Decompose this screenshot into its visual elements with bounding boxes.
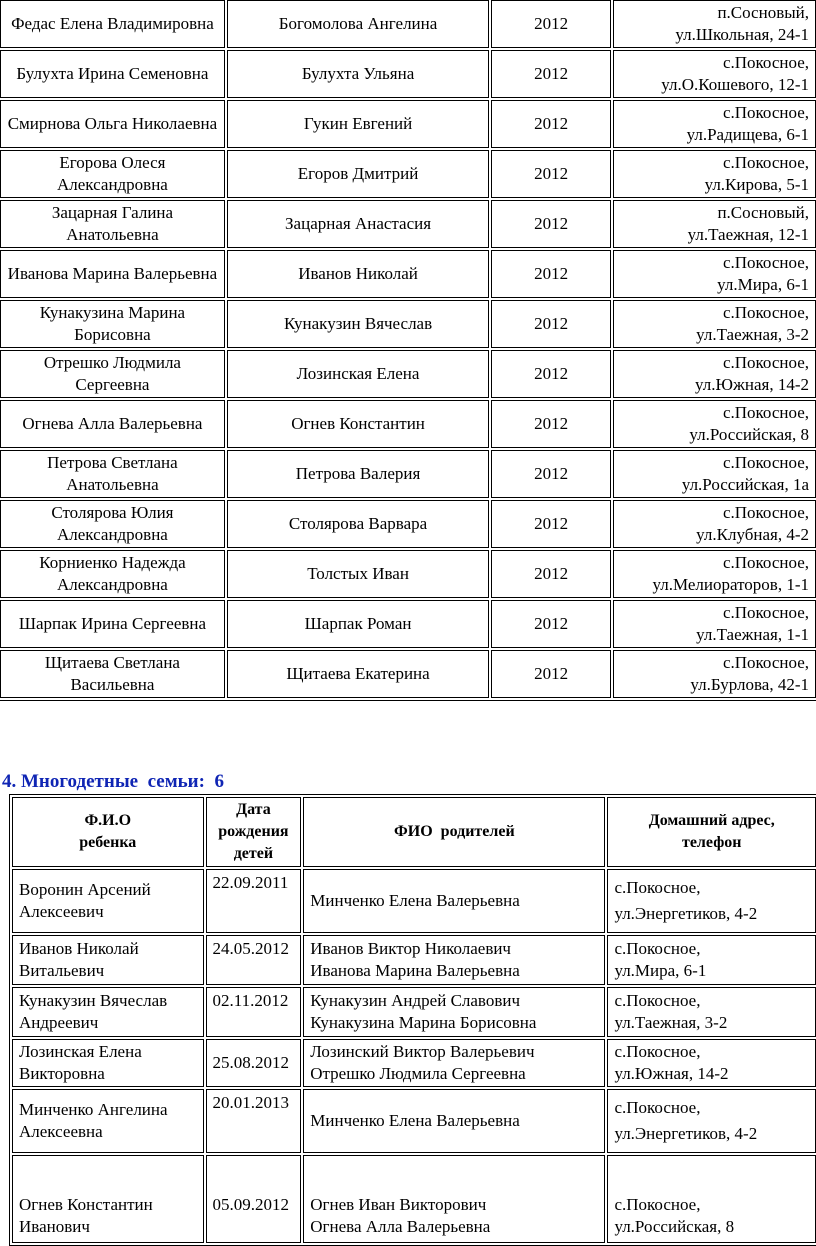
parent-name-cell: Смирнова Ольга Николаевна — [0, 100, 225, 148]
child-name-cell: Петрова Валерия — [227, 450, 489, 498]
address-cell — [613, 50, 816, 98]
child-name-cell: Щитаева Екатерина — [227, 650, 489, 698]
column-header-birth-date — [206, 797, 302, 867]
child-name-cell: Огнев Константин — [227, 400, 489, 448]
header-line: Домашний адрес, — [648, 812, 775, 829]
table-row — [12, 1089, 816, 1153]
address-cell — [613, 350, 816, 398]
year-cell: 2012 — [491, 550, 611, 598]
table-row — [0, 600, 816, 648]
child-name-line: Воронин Арсений — [19, 880, 151, 899]
parent-name-cell: Иванова Марина Валерьевна — [0, 250, 225, 298]
year-cell: 2012 — [491, 150, 611, 198]
parent-name-cell: Булухта Ирина Семеновна — [0, 50, 225, 98]
parent-name: Огнев Иван Викторович — [310, 1195, 487, 1214]
address-line-1: с.Покосное, — [722, 403, 809, 422]
address-line-2: ул.Российская, 8 — [614, 1217, 735, 1236]
child-name-line: Иванов Николай — [19, 939, 139, 958]
table-row — [0, 150, 816, 198]
table-row — [12, 869, 816, 933]
address-cell — [613, 550, 816, 598]
address-cell — [613, 650, 816, 698]
child-name-cell: Кунакузин Вячеслав — [227, 300, 489, 348]
address-cell — [613, 0, 816, 48]
child-name-cell: Иванов Николай — [227, 250, 489, 298]
address-line-2: ул.Мира, 6-1 — [717, 275, 809, 294]
birth-date-cell: 22.09.2011 — [206, 869, 302, 933]
parent-name-cell: Отрешко Людмила Сергеевна — [0, 350, 225, 398]
parents-cell — [303, 869, 605, 933]
address-cell — [607, 1039, 816, 1087]
column-header-child-name — [12, 797, 204, 867]
address-line-2: ул.Мелиораторов, 1-1 — [652, 575, 809, 594]
parent-name: Иванов Виктор Николаевич — [310, 939, 511, 958]
header-line: рождения — [218, 823, 289, 840]
address-line-1: с.Покосное, — [722, 503, 809, 522]
parent-name: Иванова Марина Валерьевна — [310, 961, 520, 980]
address-line-1: с.Покосное, — [722, 153, 809, 172]
parents-cell — [303, 935, 605, 985]
child-name-cell: Егоров Дмитрий — [227, 150, 489, 198]
child-name-line: Огнев Константин — [19, 1195, 153, 1214]
address-line-1: с.Покосное, — [722, 653, 809, 672]
table-header-row — [12, 797, 816, 867]
address-line-1: с.Покосное, — [614, 1195, 701, 1214]
child-name-line: Викторовна — [19, 1064, 105, 1083]
address-line-2: ул.Кирова, 5-1 — [704, 175, 809, 194]
header-line: Дата — [236, 801, 271, 818]
parents-cell — [303, 1089, 605, 1153]
parent-name: Огнева Алла Валерьевна — [310, 1217, 491, 1236]
address-line-2: ул.Таежная, 1-1 — [696, 625, 809, 644]
address-line-1: с.Покосное, — [722, 103, 809, 122]
child-name-cell — [12, 987, 204, 1037]
parent-name-cell: Петрова Светлана Анатольевна — [0, 450, 225, 498]
child-name-cell: Толстых Иван — [227, 550, 489, 598]
address-cell — [613, 200, 816, 248]
header-line: Ф.И.О — [84, 812, 132, 829]
address-cell — [607, 935, 816, 985]
address-line-2: ул.Российская, 1а — [681, 475, 809, 494]
parent-name: Лозинский Виктор Валерьевич — [310, 1042, 535, 1061]
parents-cell — [303, 987, 605, 1037]
birth-date-cell: 02.11.2012 — [206, 987, 302, 1037]
column-header-parents: ФИО родителей — [303, 797, 605, 867]
address-line-1: п.Сосновый, — [717, 203, 809, 222]
address-line-1: с.Покосное, — [614, 878, 701, 897]
parent-name: Минченко Елена Валерьевна — [310, 1111, 520, 1130]
birth-date-cell: 25.08.2012 — [206, 1039, 302, 1087]
child-name-cell — [12, 935, 204, 985]
address-line-1: с.Покосное, — [614, 991, 701, 1010]
parent-name-cell: Щитаева Светлана Васильевна — [0, 650, 225, 698]
child-name-cell: Шарпак Роман — [227, 600, 489, 648]
address-line-2: ул.Южная, 14-2 — [694, 375, 809, 394]
birth-date-cell: 24.05.2012 — [206, 935, 302, 985]
parent-name: Минченко Елена Валерьевна — [310, 891, 520, 910]
child-name-line: Андреевич — [19, 1013, 99, 1032]
parents-cell — [303, 1039, 605, 1087]
year-cell: 2012 — [491, 450, 611, 498]
child-name-line: Минченко Ангелина — [19, 1100, 168, 1119]
address-line-2: ул.Российская, 8 — [689, 425, 809, 444]
parent-name: Кунакузина Марина Борисовна — [310, 1013, 537, 1032]
year-cell: 2012 — [491, 500, 611, 548]
address-cell — [613, 250, 816, 298]
address-line-1: с.Покосное, — [722, 53, 809, 72]
address-line-1: с.Покосное, — [722, 553, 809, 572]
address-line-1: с.Покосное, — [614, 1042, 701, 1061]
child-name-cell — [12, 869, 204, 933]
parent-name-cell: Столярова Юлия Александровна — [0, 500, 225, 548]
parent-name-cell: Зацарная Галина Анатольевна — [0, 200, 225, 248]
child-name-line: Алексеевна — [19, 1122, 103, 1141]
address-line-2: ул.Радищева, 6-1 — [686, 125, 809, 144]
parent-name-cell: Огнева Алла Валерьевна — [0, 400, 225, 448]
header-line: ребенка — [79, 834, 137, 851]
address-line-1: с.Покосное, — [722, 603, 809, 622]
address-cell — [607, 987, 816, 1037]
child-name-cell — [12, 1039, 204, 1087]
address-cell — [613, 150, 816, 198]
table-row — [0, 500, 816, 548]
table-row — [0, 300, 816, 348]
parent-name: Кунакузин Андрей Славович — [310, 991, 521, 1010]
year-cell: 2012 — [491, 300, 611, 348]
child-name-cell: Гукин Евгений — [227, 100, 489, 148]
address-line-1: с.Покосное, — [614, 939, 701, 958]
child-name-line: Алексеевич — [19, 902, 104, 921]
parent-name-cell: Егорова Олеся Александровна — [0, 150, 225, 198]
address-line-2: ул.Клубная, 4-2 — [696, 525, 809, 544]
child-name-cell: Лозинская Елена — [227, 350, 489, 398]
address-line-2: ул.Таежная, 3-2 — [696, 325, 809, 344]
table-row — [12, 1155, 816, 1243]
parents-cell — [303, 1155, 605, 1243]
address-line-2: ул.Южная, 14-2 — [614, 1064, 729, 1083]
child-name-cell: Столярова Варвара — [227, 500, 489, 548]
address-line-2: ул.Таежная, 3-2 — [614, 1013, 728, 1032]
child-name-cell: Богомолова Ангелина — [227, 0, 489, 48]
table-row — [0, 350, 816, 398]
table-row — [0, 200, 816, 248]
table-row — [0, 550, 816, 598]
child-name-line: Кунакузин Вячеслав — [19, 991, 168, 1010]
table-row — [12, 987, 816, 1037]
address-line-2: ул.Бурлова, 42-1 — [690, 675, 809, 694]
header-line: телефон — [681, 834, 742, 851]
address-cell — [613, 450, 816, 498]
section-number: 4. — [2, 771, 17, 792]
parent-name-cell: Корниенко Надежда Александровна — [0, 550, 225, 598]
address-line-2: ул.Мира, 6-1 — [614, 961, 707, 980]
year-cell: 2012 — [491, 50, 611, 98]
large-families-table — [9, 794, 816, 1246]
address-line-1: п.Сосновый, — [717, 3, 809, 22]
section-heading — [2, 770, 224, 794]
table-row — [0, 0, 816, 48]
table-row — [0, 50, 816, 98]
child-name-line: Лозинская Елена — [19, 1042, 142, 1061]
section-count: 6 — [214, 771, 224, 792]
section-label: семьи: — [147, 771, 205, 792]
address-line-2: ул.О.Кошевого, 12-1 — [661, 75, 809, 94]
address-cell — [613, 600, 816, 648]
section-title: Многодетные — [21, 771, 139, 792]
year-cell: 2012 — [491, 400, 611, 448]
address-line-1: с.Покосное, — [722, 353, 809, 372]
table-row — [12, 935, 816, 985]
address-cell — [613, 300, 816, 348]
child-name-cell: Зацарная Анастасия — [227, 200, 489, 248]
header-line: детей — [233, 845, 274, 862]
table-row — [0, 250, 816, 298]
address-cell — [607, 1089, 816, 1153]
column-header-address — [607, 797, 816, 867]
table-row — [0, 450, 816, 498]
year-cell: 2012 — [491, 650, 611, 698]
address-line-2: ул.Энергетиков, 4-2 — [614, 1124, 758, 1143]
parent-name: Отрешко Людмила Сергеевна — [310, 1064, 526, 1083]
year-cell: 2012 — [491, 600, 611, 648]
table-row — [0, 100, 816, 148]
address-line-2: ул.Школьная, 24-1 — [675, 25, 809, 44]
year-cell: 2012 — [491, 250, 611, 298]
birth-date-cell: 05.09.2012 — [206, 1155, 302, 1243]
child-name-cell — [12, 1155, 204, 1243]
table-row — [0, 650, 816, 698]
child-name-line: Витальевич — [19, 961, 105, 980]
parent-name-cell: Кунакузина Марина Борисовна — [0, 300, 225, 348]
year-cell: 2012 — [491, 100, 611, 148]
address-cell — [607, 1155, 816, 1243]
child-name-cell — [12, 1089, 204, 1153]
address-line-1: с.Покосное, — [614, 1098, 701, 1117]
parent-name-cell: Шарпак Ирина Сергеевна — [0, 600, 225, 648]
table-row — [0, 400, 816, 448]
address-cell — [613, 400, 816, 448]
address-cell — [613, 500, 816, 548]
address-cell — [607, 869, 816, 933]
birth-date-cell: 20.01.2013 — [206, 1089, 302, 1153]
parent-name-cell: Федас Елена Владимировна — [0, 0, 225, 48]
address-line-1: с.Покосное, — [722, 303, 809, 322]
year-cell: 2012 — [491, 350, 611, 398]
child-name-cell: Булухта Ульяна — [227, 50, 489, 98]
year-cell: 2012 — [491, 200, 611, 248]
address-cell — [613, 100, 816, 148]
address-line-1: с.Покосное, — [722, 253, 809, 272]
year-cell: 2012 — [491, 0, 611, 48]
address-line-2: ул.Таежная, 12-1 — [687, 225, 809, 244]
address-line-2: ул.Энергетиков, 4-2 — [614, 904, 758, 923]
address-line-1: с.Покосное, — [722, 453, 809, 472]
child-name-line: Иванович — [19, 1217, 90, 1236]
table-row — [12, 1039, 816, 1087]
